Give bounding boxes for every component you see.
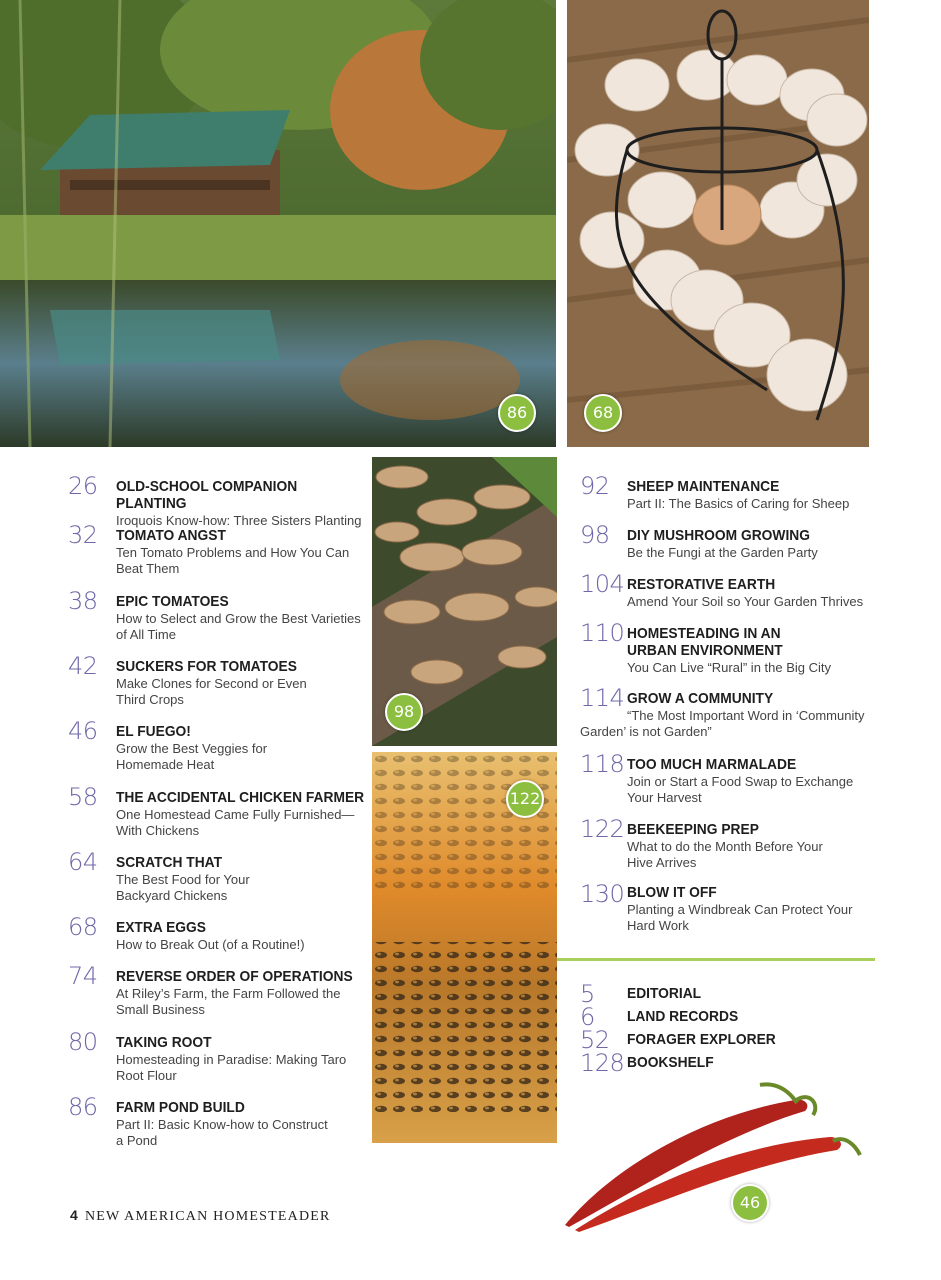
toc-title: DIY MUSHROOM GROWING <box>627 527 810 544</box>
page-badge: 68 <box>584 394 622 432</box>
toc-title: SCRATCH THAT <box>116 854 223 871</box>
toc-page-number: 122 <box>580 815 625 843</box>
toc-title: HOMESTEADING IN AN URBAN ENVIRONMENT <box>627 625 783 659</box>
department-title: EDITORIAL <box>627 985 702 1002</box>
toc-entry[interactable] <box>68 587 368 643</box>
toc-entry[interactable] <box>580 880 875 934</box>
photo-bees-honeycomb <box>372 752 557 1143</box>
department-entry[interactable] <box>580 1049 875 1077</box>
toc-page-number: 86 <box>68 1093 98 1121</box>
toc-page-number: 68 <box>68 913 98 941</box>
toc-page-number: 74 <box>68 962 98 990</box>
toc-entry[interactable] <box>68 1093 368 1149</box>
page-badge: 122 <box>506 780 544 818</box>
toc-entry[interactable] <box>68 848 368 904</box>
toc-entry[interactable] <box>580 472 875 512</box>
toc-title: THE ACCIDENTAL CHICKEN FARMER <box>116 789 365 806</box>
toc-title: GROW A COMMUNITY <box>627 690 774 707</box>
toc-page-number: 5 <box>580 980 595 1008</box>
toc-page-number: 42 <box>68 652 98 680</box>
page-badge: 98 <box>385 693 423 731</box>
toc-subtitle: Planting a Windbreak Can Protect Your Hard Work <box>627 902 853 933</box>
toc-subtitle: “The Most Important Word in ‘Community Garden’ is not Garden” <box>580 708 865 739</box>
toc-title: REVERSE ORDER OF OPERATIONS <box>116 968 353 985</box>
toc-page-number: 98 <box>580 521 610 549</box>
toc-entry[interactable] <box>68 521 368 577</box>
department-entry[interactable] <box>580 980 875 1008</box>
toc-subtitle: At Riley’s Farm, the Farm Followed the Small Business <box>116 986 341 1017</box>
photo-eggs <box>567 0 869 447</box>
toc-title: SUCKERS FOR TOMATOES <box>116 658 297 675</box>
toc-subtitle: Part II: The Basics of Caring for Sheep <box>627 496 850 511</box>
toc-subtitle: Amend Your Soil so Your Garden Thrives <box>627 594 864 609</box>
toc-page-number: 58 <box>68 783 98 811</box>
toc-entry[interactable] <box>580 570 875 610</box>
toc-title: BEEKEEPING PREP <box>627 821 759 838</box>
toc-title: BLOW IT OFF <box>627 884 717 901</box>
toc-page-number: 92 <box>580 472 610 500</box>
toc-page-number: 104 <box>580 570 625 598</box>
department-title: FORAGER EXPLORER <box>627 1031 776 1048</box>
department-entry[interactable] <box>580 1003 875 1031</box>
toc-subtitle: Make Clones for Second or Even Third Crops <box>116 676 307 707</box>
toc-page-number: 32 <box>68 521 98 549</box>
toc-page-number: 26 <box>68 472 98 500</box>
toc-subtitle: How to Select and Grow the Best Varieties of All Time <box>116 611 361 642</box>
toc-entry[interactable] <box>580 815 875 871</box>
toc-page-number: 64 <box>68 848 98 876</box>
publication-name: NEW AMERICAN HOMESTEADER <box>85 1209 331 1224</box>
page-badge: 86 <box>498 394 536 432</box>
section-divider <box>557 958 875 961</box>
toc-page-number: 80 <box>68 1028 98 1056</box>
toc-entry[interactable] <box>68 652 368 708</box>
toc-subtitle: What to do the Month Before Your Hive Arrives <box>627 839 823 870</box>
toc-entry[interactable] <box>580 521 875 561</box>
toc-entry[interactable] <box>580 684 875 740</box>
department-title: LAND RECORDS <box>627 1008 739 1025</box>
toc-subtitle: Homesteading in Paradise: Making Taro Root Flour <box>116 1052 347 1083</box>
toc-title: EPIC TOMATOES <box>116 593 229 610</box>
toc-page-number: 128 <box>580 1049 625 1077</box>
toc-title: SHEEP MAINTENANCE <box>627 478 780 495</box>
toc-title: TOO MUCH MARMALADE <box>627 756 797 773</box>
toc-title: EXTRA EGGS <box>116 919 206 936</box>
toc-page-number: 110 <box>580 619 625 647</box>
photo-mushrooms <box>372 457 557 746</box>
toc-entry[interactable] <box>68 783 368 839</box>
toc-subtitle: Ten Tomato Problems and How You Can Beat Them <box>116 545 350 576</box>
toc-subtitle: Part II: Basic Know-how to Construct a Pond <box>116 1117 328 1148</box>
department-title: BOOKSHELF <box>627 1054 714 1071</box>
toc-subtitle: Join or Start a Food Swap to Exchange Your Harvest <box>627 774 854 805</box>
page-footer <box>70 1207 331 1225</box>
toc-entry[interactable] <box>68 913 368 953</box>
photo-cabin-pond <box>0 0 556 447</box>
toc-title: TOMATO ANGST <box>116 527 226 544</box>
toc-entry[interactable] <box>68 472 368 529</box>
toc-page-number: 38 <box>68 587 98 615</box>
folio-page-number: 4 <box>70 1207 79 1223</box>
toc-entry[interactable] <box>580 619 875 676</box>
toc-page-number: 6 <box>580 1003 595 1031</box>
toc-subtitle: You Can Live “Rural” in the Big City <box>627 660 832 675</box>
toc-subtitle: The Best Food for Your Backyard Chickens <box>116 872 250 903</box>
toc-entry[interactable] <box>68 1028 368 1084</box>
toc-title: FARM POND BUILD <box>116 1099 245 1116</box>
toc-page-number: 130 <box>580 880 625 908</box>
toc-title: OLD-SCHOOL COMPANION PLANTING <box>116 478 298 512</box>
toc-title: EL FUEGO! <box>116 723 191 740</box>
toc-page-number: 52 <box>580 1026 610 1054</box>
toc-page-number: 46 <box>68 717 98 745</box>
page-badge: 46 <box>731 1184 769 1222</box>
toc-title: TAKING ROOT <box>116 1034 212 1051</box>
toc-entry[interactable] <box>68 962 368 1018</box>
toc-entry[interactable] <box>68 717 368 773</box>
toc-page-number: 114 <box>580 684 625 712</box>
photo-chili-peppers <box>555 1075 875 1235</box>
toc-subtitle: How to Break Out (of a Routine!) <box>116 937 305 952</box>
toc-title: RESTORATIVE EARTH <box>627 576 776 593</box>
toc-subtitle: Iroquois Know-how: Three Sisters Planting <box>116 513 362 528</box>
toc-subtitle: Grow the Best Veggies for Homemade Heat <box>116 741 268 772</box>
toc-entry[interactable] <box>580 750 875 806</box>
toc-subtitle: Be the Fungi at the Garden Party <box>627 545 818 560</box>
toc-page-number: 118 <box>580 750 625 778</box>
toc-subtitle: One Homestead Came Fully Furnished—With Chickens <box>116 807 355 838</box>
